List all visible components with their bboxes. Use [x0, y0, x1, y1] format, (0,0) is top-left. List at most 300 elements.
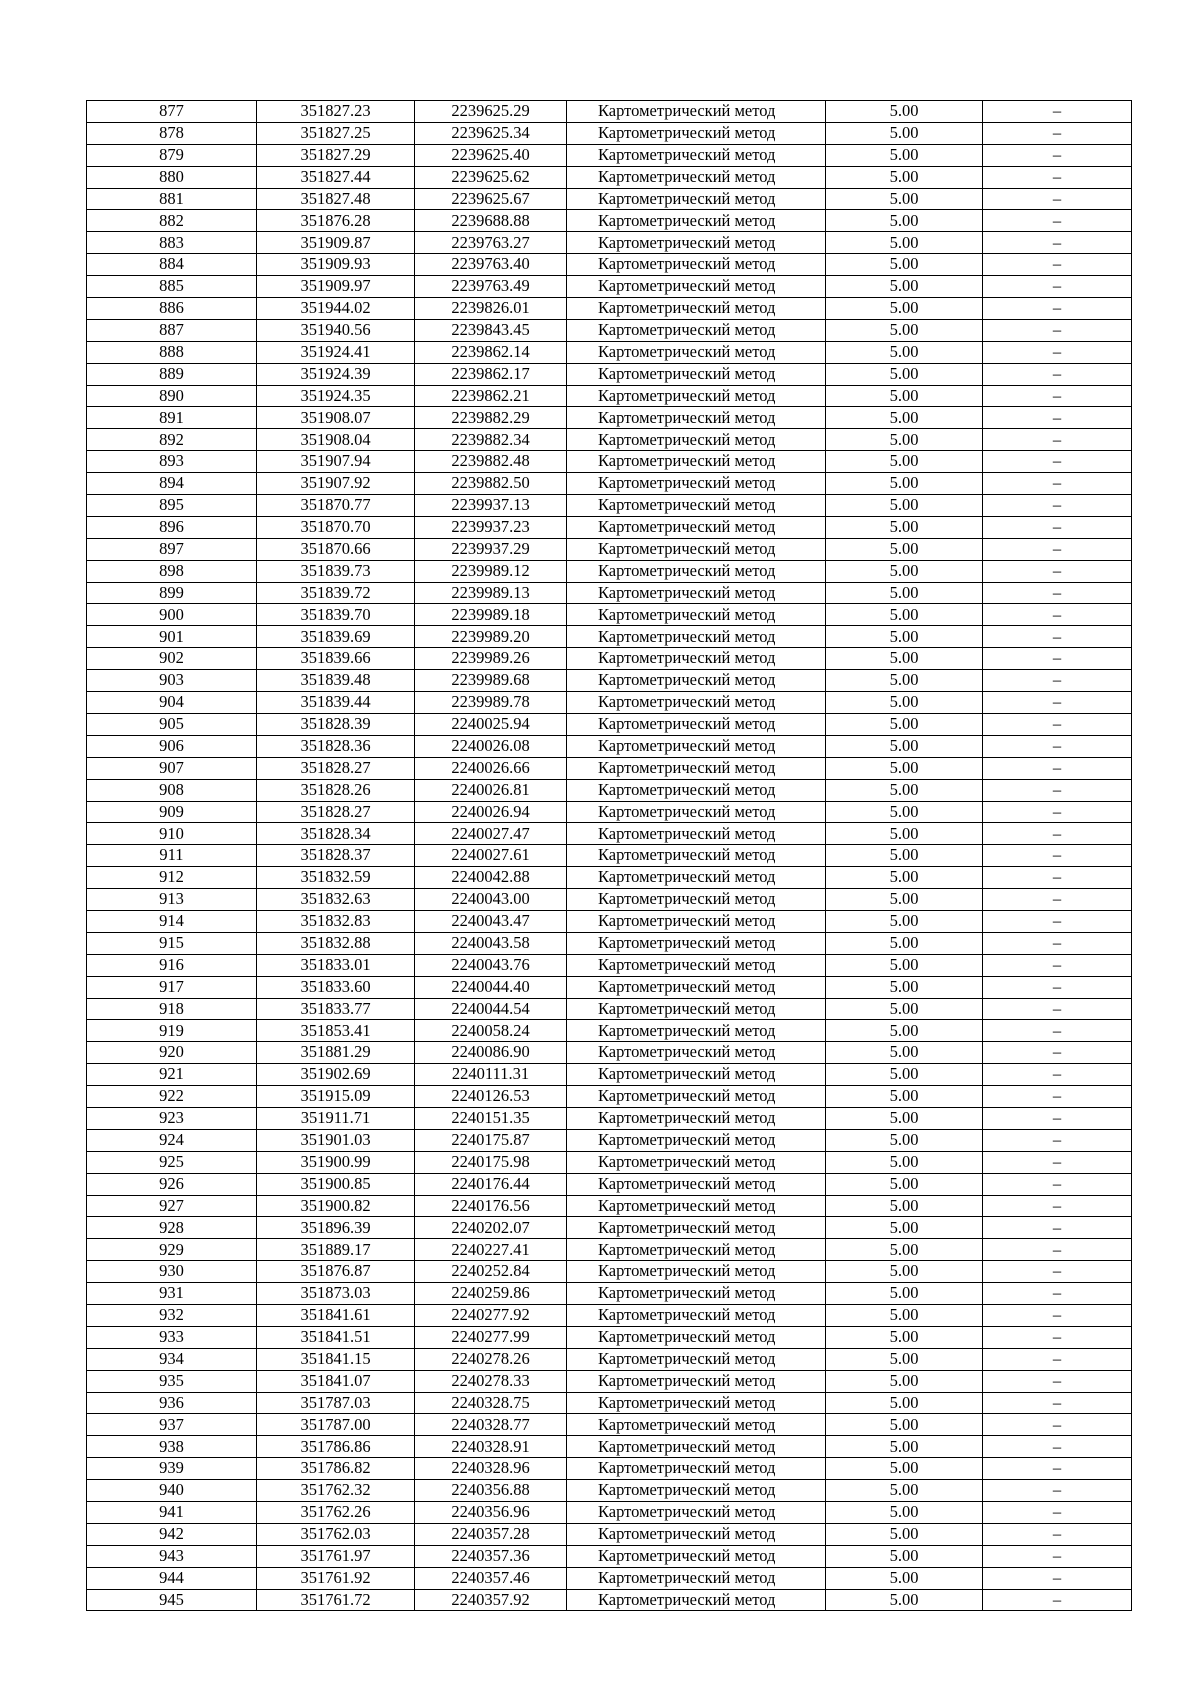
- x-coordinate-cell: 351833.01: [257, 954, 415, 976]
- method-cell: Картометрический метод: [567, 1173, 826, 1195]
- note-cell: –: [983, 232, 1132, 254]
- accuracy-cell: 5.00: [826, 867, 983, 889]
- method-cell: Картометрический метод: [567, 210, 826, 232]
- y-coordinate-cell: 2239862.21: [415, 385, 567, 407]
- note-cell: –: [983, 1523, 1132, 1545]
- x-coordinate-cell: 351828.34: [257, 823, 415, 845]
- x-coordinate-cell: 351762.26: [257, 1502, 415, 1524]
- table-row: [87, 1502, 1132, 1524]
- table-row: [87, 363, 1132, 385]
- accuracy-cell: 5.00: [826, 626, 983, 648]
- x-coordinate-cell: 351870.70: [257, 516, 415, 538]
- point-number-cell: 902: [87, 648, 257, 670]
- accuracy-cell: 5.00: [826, 845, 983, 867]
- x-coordinate-cell: 351787.03: [257, 1392, 415, 1414]
- table-row: [87, 1020, 1132, 1042]
- y-coordinate-cell: 2240043.58: [415, 932, 567, 954]
- table-row: [87, 845, 1132, 867]
- y-coordinate-cell: 2240026.66: [415, 757, 567, 779]
- point-number-cell: 888: [87, 341, 257, 363]
- table-row: [87, 932, 1132, 954]
- method-cell: Картометрический метод: [567, 1523, 826, 1545]
- point-number-cell: 893: [87, 451, 257, 473]
- table-row: [87, 1261, 1132, 1283]
- y-coordinate-cell: 2239989.13: [415, 582, 567, 604]
- accuracy-cell: 5.00: [826, 1107, 983, 1129]
- point-number-cell: 901: [87, 626, 257, 648]
- method-cell: Картометрический метод: [567, 1042, 826, 1064]
- x-coordinate-cell: 351924.41: [257, 341, 415, 363]
- note-cell: –: [983, 166, 1132, 188]
- point-number-cell: 942: [87, 1523, 257, 1545]
- point-number-cell: 909: [87, 801, 257, 823]
- accuracy-cell: 5.00: [826, 735, 983, 757]
- method-cell: Картометрический метод: [567, 1086, 826, 1108]
- x-coordinate-cell: 351832.88: [257, 932, 415, 954]
- x-coordinate-cell: 351900.85: [257, 1173, 415, 1195]
- accuracy-cell: 5.00: [826, 144, 983, 166]
- method-cell: Картометрический метод: [567, 429, 826, 451]
- x-coordinate-cell: 351907.92: [257, 473, 415, 495]
- x-coordinate-cell: 351853.41: [257, 1020, 415, 1042]
- accuracy-cell: 5.00: [826, 757, 983, 779]
- note-cell: –: [983, 1414, 1132, 1436]
- y-coordinate-cell: 2240277.92: [415, 1304, 567, 1326]
- accuracy-cell: 5.00: [826, 298, 983, 320]
- y-coordinate-cell: 2240126.53: [415, 1086, 567, 1108]
- x-coordinate-cell: 351909.93: [257, 254, 415, 276]
- table-row: [87, 429, 1132, 451]
- x-coordinate-cell: 351841.07: [257, 1370, 415, 1392]
- note-cell: –: [983, 889, 1132, 911]
- x-coordinate-cell: 351876.28: [257, 210, 415, 232]
- y-coordinate-cell: 2240044.54: [415, 998, 567, 1020]
- method-cell: Картометрический метод: [567, 101, 826, 123]
- y-coordinate-cell: 2240027.47: [415, 823, 567, 845]
- point-number-cell: 908: [87, 779, 257, 801]
- y-coordinate-cell: 2240043.00: [415, 889, 567, 911]
- accuracy-cell: 5.00: [826, 451, 983, 473]
- accuracy-cell: 5.00: [826, 210, 983, 232]
- note-cell: –: [983, 954, 1132, 976]
- x-coordinate-cell: 351908.04: [257, 429, 415, 451]
- method-cell: Картометрический метод: [567, 1567, 826, 1589]
- accuracy-cell: 5.00: [826, 1502, 983, 1524]
- accuracy-cell: 5.00: [826, 473, 983, 495]
- y-coordinate-cell: 2239625.67: [415, 188, 567, 210]
- table-row: [87, 889, 1132, 911]
- note-cell: –: [983, 1064, 1132, 1086]
- table-row: [87, 1107, 1132, 1129]
- accuracy-cell: 5.00: [826, 1370, 983, 1392]
- x-coordinate-cell: 351915.09: [257, 1086, 415, 1108]
- accuracy-cell: 5.00: [826, 1217, 983, 1239]
- note-cell: –: [983, 385, 1132, 407]
- accuracy-cell: 5.00: [826, 1523, 983, 1545]
- x-coordinate-cell: 351841.51: [257, 1326, 415, 1348]
- x-coordinate-cell: 351832.59: [257, 867, 415, 889]
- y-coordinate-cell: 2240357.36: [415, 1545, 567, 1567]
- note-cell: –: [983, 713, 1132, 735]
- x-coordinate-cell: 351873.03: [257, 1283, 415, 1305]
- note-cell: –: [983, 144, 1132, 166]
- point-number-cell: 930: [87, 1261, 257, 1283]
- x-coordinate-cell: 351908.07: [257, 407, 415, 429]
- x-coordinate-cell: 351944.02: [257, 298, 415, 320]
- point-number-cell: 903: [87, 670, 257, 692]
- accuracy-cell: 5.00: [826, 1567, 983, 1589]
- method-cell: Картометрический метод: [567, 932, 826, 954]
- method-cell: Картометрический метод: [567, 144, 826, 166]
- y-coordinate-cell: 2239937.29: [415, 538, 567, 560]
- x-coordinate-cell: 351940.56: [257, 319, 415, 341]
- table-row: [87, 779, 1132, 801]
- accuracy-cell: 5.00: [826, 1261, 983, 1283]
- y-coordinate-cell: 2240277.99: [415, 1326, 567, 1348]
- method-cell: Картометрический метод: [567, 823, 826, 845]
- method-cell: Картометрический метод: [567, 516, 826, 538]
- method-cell: Картометрический метод: [567, 254, 826, 276]
- accuracy-cell: 5.00: [826, 429, 983, 451]
- method-cell: Картометрический метод: [567, 1436, 826, 1458]
- accuracy-cell: 5.00: [826, 560, 983, 582]
- y-coordinate-cell: 2239862.14: [415, 341, 567, 363]
- note-cell: –: [983, 1107, 1132, 1129]
- method-cell: Картометрический метод: [567, 1283, 826, 1305]
- x-coordinate-cell: 351889.17: [257, 1239, 415, 1261]
- method-cell: Картометрический метод: [567, 1129, 826, 1151]
- x-coordinate-cell: 351900.82: [257, 1195, 415, 1217]
- point-number-cell: 894: [87, 473, 257, 495]
- y-coordinate-cell: 2240043.76: [415, 954, 567, 976]
- method-cell: Картометрический метод: [567, 1414, 826, 1436]
- y-coordinate-cell: 2239937.13: [415, 495, 567, 517]
- table-row: [87, 1436, 1132, 1458]
- point-number-cell: 907: [87, 757, 257, 779]
- method-cell: Картометрический метод: [567, 954, 826, 976]
- x-coordinate-cell: 351762.32: [257, 1480, 415, 1502]
- point-number-cell: 900: [87, 604, 257, 626]
- x-coordinate-cell: 351827.29: [257, 144, 415, 166]
- method-cell: Картометрический метод: [567, 1545, 826, 1567]
- accuracy-cell: 5.00: [826, 1414, 983, 1436]
- y-coordinate-cell: 2240356.88: [415, 1480, 567, 1502]
- accuracy-cell: 5.00: [826, 363, 983, 385]
- y-coordinate-cell: 2240025.94: [415, 713, 567, 735]
- x-coordinate-cell: 351839.44: [257, 692, 415, 714]
- table-row: [87, 210, 1132, 232]
- table-row: [87, 757, 1132, 779]
- y-coordinate-cell: 2239688.88: [415, 210, 567, 232]
- method-cell: Картометрический метод: [567, 779, 826, 801]
- method-cell: Картометрический метод: [567, 1217, 826, 1239]
- point-number-cell: 880: [87, 166, 257, 188]
- note-cell: –: [983, 495, 1132, 517]
- y-coordinate-cell: 2239862.17: [415, 363, 567, 385]
- accuracy-cell: 5.00: [826, 1458, 983, 1480]
- method-cell: Картометрический метод: [567, 1020, 826, 1042]
- x-coordinate-cell: 351870.66: [257, 538, 415, 560]
- point-number-cell: 928: [87, 1217, 257, 1239]
- point-number-cell: 904: [87, 692, 257, 714]
- accuracy-cell: 5.00: [826, 341, 983, 363]
- y-coordinate-cell: 2240175.98: [415, 1151, 567, 1173]
- y-coordinate-cell: 2240356.96: [415, 1502, 567, 1524]
- note-cell: –: [983, 429, 1132, 451]
- accuracy-cell: 5.00: [826, 713, 983, 735]
- point-number-cell: 922: [87, 1086, 257, 1108]
- method-cell: Картометрический метод: [567, 1195, 826, 1217]
- note-cell: –: [983, 1042, 1132, 1064]
- y-coordinate-cell: 2239882.48: [415, 451, 567, 473]
- point-number-cell: 926: [87, 1173, 257, 1195]
- table-row: [87, 495, 1132, 517]
- note-cell: –: [983, 867, 1132, 889]
- accuracy-cell: 5.00: [826, 385, 983, 407]
- point-number-cell: 917: [87, 976, 257, 998]
- x-coordinate-cell: 351828.39: [257, 713, 415, 735]
- note-cell: –: [983, 976, 1132, 998]
- accuracy-cell: 5.00: [826, 1304, 983, 1326]
- y-coordinate-cell: 2239989.68: [415, 670, 567, 692]
- point-number-cell: 916: [87, 954, 257, 976]
- note-cell: –: [983, 1545, 1132, 1567]
- method-cell: Картометрический метод: [567, 1107, 826, 1129]
- point-number-cell: 934: [87, 1348, 257, 1370]
- accuracy-cell: 5.00: [826, 889, 983, 911]
- method-cell: Картометрический метод: [567, 232, 826, 254]
- method-cell: Картометрический метод: [567, 363, 826, 385]
- point-number-cell: 883: [87, 232, 257, 254]
- y-coordinate-cell: 2240026.08: [415, 735, 567, 757]
- method-cell: Картометрический метод: [567, 451, 826, 473]
- y-coordinate-cell: 2240086.90: [415, 1042, 567, 1064]
- note-cell: –: [983, 188, 1132, 210]
- table-row: [87, 1545, 1132, 1567]
- table-row: [87, 1480, 1132, 1502]
- x-coordinate-cell: 351839.70: [257, 604, 415, 626]
- method-cell: Картометрический метод: [567, 801, 826, 823]
- y-coordinate-cell: 2239625.29: [415, 101, 567, 123]
- table-row: [87, 1348, 1132, 1370]
- accuracy-cell: 5.00: [826, 1589, 983, 1611]
- method-cell: Картометрический метод: [567, 867, 826, 889]
- method-cell: Картометрический метод: [567, 648, 826, 670]
- note-cell: –: [983, 1151, 1132, 1173]
- point-number-cell: 936: [87, 1392, 257, 1414]
- y-coordinate-cell: 2239882.29: [415, 407, 567, 429]
- y-coordinate-cell: 2239763.49: [415, 276, 567, 298]
- x-coordinate-cell: 351761.92: [257, 1567, 415, 1589]
- y-coordinate-cell: 2239763.40: [415, 254, 567, 276]
- x-coordinate-cell: 351832.63: [257, 889, 415, 911]
- y-coordinate-cell: 2239989.18: [415, 604, 567, 626]
- note-cell: –: [983, 1436, 1132, 1458]
- method-cell: Картометрический метод: [567, 910, 826, 932]
- table-row: [87, 276, 1132, 298]
- method-cell: Картометрический метод: [567, 1458, 826, 1480]
- point-number-cell: 945: [87, 1589, 257, 1611]
- table-row: [87, 692, 1132, 714]
- accuracy-cell: 5.00: [826, 538, 983, 560]
- accuracy-cell: 5.00: [826, 1239, 983, 1261]
- x-coordinate-cell: 351907.94: [257, 451, 415, 473]
- y-coordinate-cell: 2240328.91: [415, 1436, 567, 1458]
- method-cell: Картометрический метод: [567, 495, 826, 517]
- method-cell: Картометрический метод: [567, 538, 826, 560]
- x-coordinate-cell: 351828.27: [257, 801, 415, 823]
- note-cell: –: [983, 473, 1132, 495]
- table-row: [87, 1151, 1132, 1173]
- point-number-cell: 890: [87, 385, 257, 407]
- y-coordinate-cell: 2240027.61: [415, 845, 567, 867]
- table-row: [87, 670, 1132, 692]
- note-cell: –: [983, 341, 1132, 363]
- accuracy-cell: 5.00: [826, 910, 983, 932]
- method-cell: Картометрический метод: [567, 889, 826, 911]
- note-cell: –: [983, 560, 1132, 582]
- note-cell: –: [983, 122, 1132, 144]
- note-cell: –: [983, 1326, 1132, 1348]
- method-cell: Картометрический метод: [567, 1392, 826, 1414]
- point-number-cell: 919: [87, 1020, 257, 1042]
- x-coordinate-cell: 351827.25: [257, 122, 415, 144]
- accuracy-cell: 5.00: [826, 823, 983, 845]
- y-coordinate-cell: 2240357.92: [415, 1589, 567, 1611]
- x-coordinate-cell: 351839.66: [257, 648, 415, 670]
- note-cell: –: [983, 1392, 1132, 1414]
- accuracy-cell: 5.00: [826, 692, 983, 714]
- accuracy-cell: 5.00: [826, 407, 983, 429]
- method-cell: Картометрический метод: [567, 1239, 826, 1261]
- x-coordinate-cell: 351827.23: [257, 101, 415, 123]
- point-number-cell: 889: [87, 363, 257, 385]
- x-coordinate-cell: 351833.77: [257, 998, 415, 1020]
- method-cell: Картометрический метод: [567, 976, 826, 998]
- table-row: [87, 254, 1132, 276]
- point-number-cell: 878: [87, 122, 257, 144]
- x-coordinate-cell: 351924.39: [257, 363, 415, 385]
- table-row: [87, 1414, 1132, 1436]
- point-number-cell: 944: [87, 1567, 257, 1589]
- table-row: [87, 867, 1132, 889]
- note-cell: –: [983, 1195, 1132, 1217]
- method-cell: Картометрический метод: [567, 319, 826, 341]
- note-cell: –: [983, 1217, 1132, 1239]
- point-number-cell: 885: [87, 276, 257, 298]
- table-row: [87, 713, 1132, 735]
- accuracy-cell: 5.00: [826, 122, 983, 144]
- note-cell: –: [983, 276, 1132, 298]
- x-coordinate-cell: 351839.48: [257, 670, 415, 692]
- note-cell: –: [983, 407, 1132, 429]
- point-number-cell: 896: [87, 516, 257, 538]
- x-coordinate-cell: 351870.77: [257, 495, 415, 517]
- accuracy-cell: 5.00: [826, 516, 983, 538]
- x-coordinate-cell: 351828.26: [257, 779, 415, 801]
- x-coordinate-cell: 351841.15: [257, 1348, 415, 1370]
- table-row: [87, 1217, 1132, 1239]
- y-coordinate-cell: 2239937.23: [415, 516, 567, 538]
- method-cell: Картометрический метод: [567, 1348, 826, 1370]
- note-cell: –: [983, 823, 1132, 845]
- table-row: [87, 473, 1132, 495]
- note-cell: –: [983, 1239, 1132, 1261]
- table-row: [87, 122, 1132, 144]
- table-row: [87, 1129, 1132, 1151]
- x-coordinate-cell: 351828.37: [257, 845, 415, 867]
- y-coordinate-cell: 2239989.26: [415, 648, 567, 670]
- coordinates-table-body: [87, 101, 1132, 1611]
- method-cell: Картометрический метод: [567, 713, 826, 735]
- x-coordinate-cell: 351762.03: [257, 1523, 415, 1545]
- table-row: [87, 604, 1132, 626]
- table-row: [87, 1173, 1132, 1195]
- point-number-cell: 881: [87, 188, 257, 210]
- point-number-cell: 933: [87, 1326, 257, 1348]
- point-number-cell: 899: [87, 582, 257, 604]
- table-row: [87, 1458, 1132, 1480]
- x-coordinate-cell: 351839.73: [257, 560, 415, 582]
- x-coordinate-cell: 351902.69: [257, 1064, 415, 1086]
- note-cell: –: [983, 932, 1132, 954]
- point-number-cell: 929: [87, 1239, 257, 1261]
- accuracy-cell: 5.00: [826, 1042, 983, 1064]
- method-cell: Картометрический метод: [567, 757, 826, 779]
- point-number-cell: 906: [87, 735, 257, 757]
- method-cell: Картометрический метод: [567, 276, 826, 298]
- accuracy-cell: 5.00: [826, 1020, 983, 1042]
- point-number-cell: 920: [87, 1042, 257, 1064]
- table-row: [87, 1283, 1132, 1305]
- note-cell: –: [983, 757, 1132, 779]
- y-coordinate-cell: 2240058.24: [415, 1020, 567, 1042]
- y-coordinate-cell: 2240328.96: [415, 1458, 567, 1480]
- method-cell: Картометрический метод: [567, 1480, 826, 1502]
- accuracy-cell: 5.00: [826, 1283, 983, 1305]
- method-cell: Картометрический метод: [567, 341, 826, 363]
- note-cell: –: [983, 210, 1132, 232]
- point-number-cell: 921: [87, 1064, 257, 1086]
- table-row: [87, 232, 1132, 254]
- note-cell: –: [983, 538, 1132, 560]
- method-cell: Картометрический метод: [567, 1151, 826, 1173]
- y-coordinate-cell: 2240176.56: [415, 1195, 567, 1217]
- accuracy-cell: 5.00: [826, 1173, 983, 1195]
- method-cell: Картометрический метод: [567, 998, 826, 1020]
- table-row: [87, 735, 1132, 757]
- note-cell: –: [983, 1283, 1132, 1305]
- method-cell: Картометрический метод: [567, 582, 826, 604]
- point-number-cell: 892: [87, 429, 257, 451]
- y-coordinate-cell: 2240328.75: [415, 1392, 567, 1414]
- point-number-cell: 940: [87, 1480, 257, 1502]
- accuracy-cell: 5.00: [826, 582, 983, 604]
- x-coordinate-cell: 351828.36: [257, 735, 415, 757]
- note-cell: –: [983, 1480, 1132, 1502]
- y-coordinate-cell: 2239826.01: [415, 298, 567, 320]
- y-coordinate-cell: 2239763.27: [415, 232, 567, 254]
- x-coordinate-cell: 351901.03: [257, 1129, 415, 1151]
- y-coordinate-cell: 2240227.41: [415, 1239, 567, 1261]
- method-cell: Картометрический метод: [567, 1589, 826, 1611]
- point-number-cell: 925: [87, 1151, 257, 1173]
- point-number-cell: 895: [87, 495, 257, 517]
- note-cell: –: [983, 319, 1132, 341]
- table-row: [87, 801, 1132, 823]
- note-cell: –: [983, 1086, 1132, 1108]
- table-row: [87, 1086, 1132, 1108]
